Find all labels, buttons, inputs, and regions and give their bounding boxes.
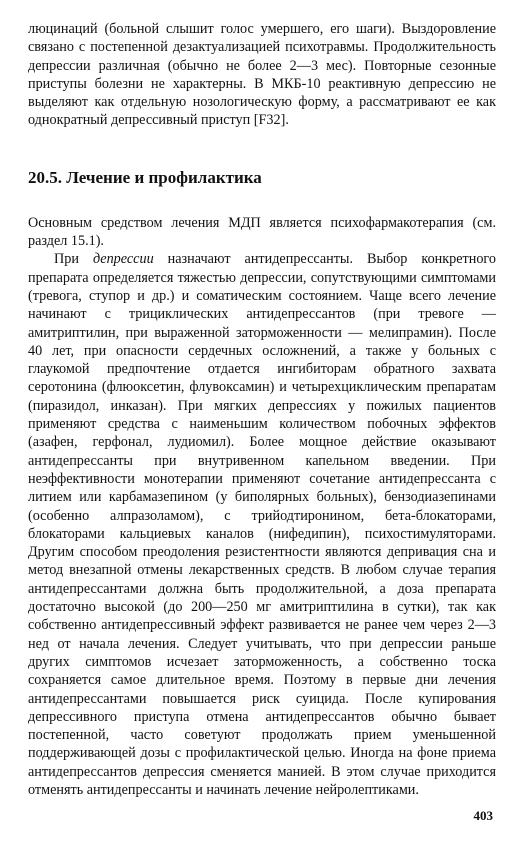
paragraph-2-body: назначают антидепрессанты. Выбор конкретного препарата определяется тяжестью депрессии, сопутствующими симптомами (тревога, ступор и др.) и соматическим состоянием. Чаще всего лечение начинают с трициклических антидепрессантов (при тревоге — амитриптилин, при выраженной заторможенности — мелипрамин). После 40 лет, при опасности сердечных осложнений, а также у больных с глаукомой предпочтение отдается ингибиторам обратного захвата серотонина (флюоксетин, флувоксамин) и четырехциклическим препаратам (пиразидол, инказан). При мягких депрессиях у пожилых пациентов применяют средства с наименьшим количеством побочных эффектов (азафен, герфонал, лудиомил). Более мощное действие оказывают антидепрессанты при внутривенном капельном введении. При неэффективности монотерапии применяют сочетание антидепрессанта с литием или карбамазепином (у биполярных больных), бензодиазепинами (особенно алпразоламом), с трийодтиронином, бета-блокаторами, блокаторами кальциевых каналов (нифедипин), психостимуляторами. Другим способом преодоления резистентности являются депривация сна и метод внезапной отмены лекарственных средств. В любом случае терапия антидепрессантами должна быть продолжительной, а доза препарата достаточно высокой (до 200—250 мг амитриптилина в сутки), так как собственно антидепрессивный эффект развивается не ранее чем через 2—3 нед от начала лечения. Следует учитывать, что при депрессии раньше других симптомов исчезает заторможенность, а собственно тоска сохраняется самое длительное время. Поэтому в первые дни лечения антидепрессантами повышается риск суицида. После купирования депрессивного приступа отмена антидепрессантов обычно бывает постепенной, часто советуют продолжать прием уменьшенной поддерживающей дозы с профилактической целью. Иногда на фоне приема антидепрессантов депрессия сменяется манией. В этом случае приходится отменять антидепрессанты и начинать лечение нейролептиками.	[28, 251, 496, 798]
page-number: 403	[473, 808, 493, 823]
paragraph-1: Основным средством лечения МДП является психофармакотерапия (см. раздел 15.1).	[28, 214, 496, 250]
section-heading	[28, 168, 496, 188]
section-number: 20.5.	[28, 167, 62, 187]
paragraph-2	[28, 250, 496, 799]
paragraph-2-lead: При	[54, 251, 93, 268]
intro-paragraph: люцинаций (больной слышит голос умершего, его шаги). Выздоровление связано с постепенной дезактуализацией психотравмы. Продолжительность депрессии различная (обычно не более 2—3 мес). Повторные сезонные приступы болезни не характерны. В МКБ-10 реактивную депрессию не выделяют как отдельную нозологическую форму, а рассматривают ее как однократный депрессивный приступ [F32].	[28, 21, 496, 129]
section-title: Лечение и профилактика	[66, 167, 262, 187]
paragraph-2-emphasis: депрессии	[92, 251, 154, 268]
document-page	[28, 20, 496, 799]
